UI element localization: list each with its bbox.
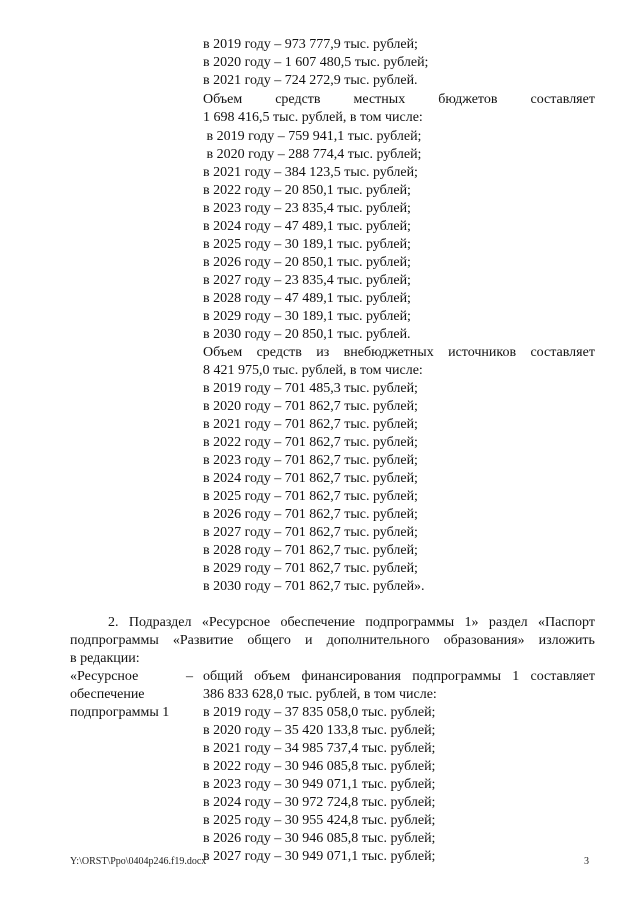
resource-total: 386 833 628,0 тыс. рублей, в том числе: [203,687,437,702]
offbudget-year-line: в 2021 году – 701 862,7 тыс. рублей; [203,417,418,432]
word: подпрограммы [365,615,455,630]
word: Подраздел [128,615,192,630]
offbudget-year-line: в 2029 году – 701 862,7 тыс. рублей; [203,561,418,576]
local-budget-year-line: в 2023 году – 23 835,4 тыс. рублей; [203,201,411,216]
offbudget-year-line: в 2027 году – 701 862,7 тыс. рублей; [203,525,418,540]
word: изложить [538,633,595,648]
local-budget-total: 1 698 416,5 тыс. рублей, в том числе: [203,110,423,125]
local-budget-year-line: в 2030 году – 20 850,1 тыс. рублей. [203,327,411,342]
offbudget-year-line: в 2030 году – 701 862,7 тыс. рублей». [203,579,425,594]
word: подпрограммы [412,669,502,684]
local-budget-year-line: в 2022 году – 20 850,1 тыс. рублей; [203,183,411,198]
resource-year-line: в 2026 году – 30 946 085,8 тыс. рублей; [203,831,436,846]
block1-year-line: в 2021 году – 724 272,9 тыс. рублей. [203,73,418,88]
word: внебюджетных [343,345,434,360]
resource-year-line: в 2021 году – 34 985 737,4 тыс. рублей; [203,741,436,756]
word: «Паспорт [538,615,595,630]
section2-line-1 [108,614,595,632]
word: источников [448,345,517,360]
offbudget-year-line: в 2024 году – 701 862,7 тыс. рублей; [203,471,418,486]
resource-intro [203,668,595,686]
resource-year-line: в 2027 году – 30 949 071,1 тыс. рублей; [203,849,436,864]
resource-label-line: обеспечение [70,687,145,702]
local-budget-year-line: в 2028 году – 47 489,1 тыс. рублей; [203,291,411,306]
local-budget-year-line: в 2021 году – 384 123,5 тыс. рублей; [203,165,418,180]
offbudget-year-line: в 2023 году – 701 862,7 тыс. рублей; [203,453,418,468]
word: дополнительного [326,633,430,648]
word: составляет [530,92,595,107]
resource-label-line: «Ресурсное [70,669,139,684]
local-budget-year-line: в 2029 году – 30 189,1 тыс. рублей; [203,309,411,324]
resource-dash: – [186,669,193,684]
word: 1» [464,615,479,630]
section2-line-2 [70,632,595,650]
resource-year-line: в 2025 году – 30 955 424,8 тыс. рублей; [203,813,436,828]
word: 1 [512,669,520,684]
word: Объем [203,92,243,107]
word: общего [247,633,291,648]
word: бюджетов [438,92,498,107]
word: объем [254,669,291,684]
resource-year-line: в 2022 году – 30 946 085,8 тыс. рублей; [203,759,436,774]
local-budget-year-line: в 2020 году – 288 774,4 тыс. рублей; [203,147,422,162]
local-budget-intro [203,91,595,109]
word: финансирования [301,669,401,684]
local-budget-year-line: в 2025 году – 30 189,1 тыс. рублей; [203,237,411,252]
resource-label-line: подпрограммы 1 [70,705,170,720]
local-budget-year-line: в 2026 году – 20 850,1 тыс. рублей; [203,255,411,270]
local-budget-year-line: в 2027 году – 23 835,4 тыс. рублей; [203,273,411,288]
word: средств [275,92,321,107]
word: и [305,633,313,648]
offbudget-year-line: в 2026 году – 701 862,7 тыс. рублей; [203,507,418,522]
word: общий [203,669,243,684]
resource-year-line: в 2020 году – 35 420 133,8 тыс. рублей; [203,723,436,738]
word: подпрограммы [70,633,159,648]
block1-year-line: в 2019 году – 973 777,9 тыс. рублей; [203,37,418,52]
word: из [316,345,330,360]
offbudget-year-line: в 2020 году – 701 862,7 тыс. рублей; [203,399,418,414]
word: «Ресурсное [201,615,271,630]
word: образования» [443,633,525,648]
page-number: 3 [584,856,589,867]
word: обеспечение [280,615,356,630]
word: Объем [203,345,243,360]
word: раздел [488,615,528,630]
word: «Развитие [172,633,234,648]
word: 2. [108,615,119,630]
offbudget-year-line: в 2025 году – 701 862,7 тыс. рублей; [203,489,418,504]
offbudget-year-line: в 2022 году – 701 862,7 тыс. рублей; [203,435,418,450]
word: составляет [530,345,595,360]
local-budget-year-line: в 2019 году – 759 941,1 тыс. рублей; [203,129,422,144]
footer-file-path: Y:\ORST\Ppo\0404p246.f19.docx [70,856,207,867]
offbudget-year-line: в 2019 году – 701 485,3 тыс. рублей; [203,381,418,396]
resource-year-line: в 2023 году – 30 949 071,1 тыс. рублей; [203,777,436,792]
offbudget-total: 8 421 975,0 тыс. рублей, в том числе: [203,363,423,378]
block1-year-line: в 2020 году – 1 607 480,5 тыс. рублей; [203,55,429,70]
section2-line-3: в редакции: [70,651,140,666]
word: местных [353,92,406,107]
offbudget-intro [203,344,595,362]
resource-year-line: в 2024 году – 30 972 724,8 тыс. рублей; [203,795,436,810]
resource-year-line: в 2019 году – 37 835 058,0 тыс. рублей; [203,705,436,720]
word: составляет [530,669,595,684]
offbudget-year-line: в 2028 году – 701 862,7 тыс. рублей; [203,543,418,558]
local-budget-year-line: в 2024 году – 47 489,1 тыс. рублей; [203,219,411,234]
word: средств [256,345,302,360]
